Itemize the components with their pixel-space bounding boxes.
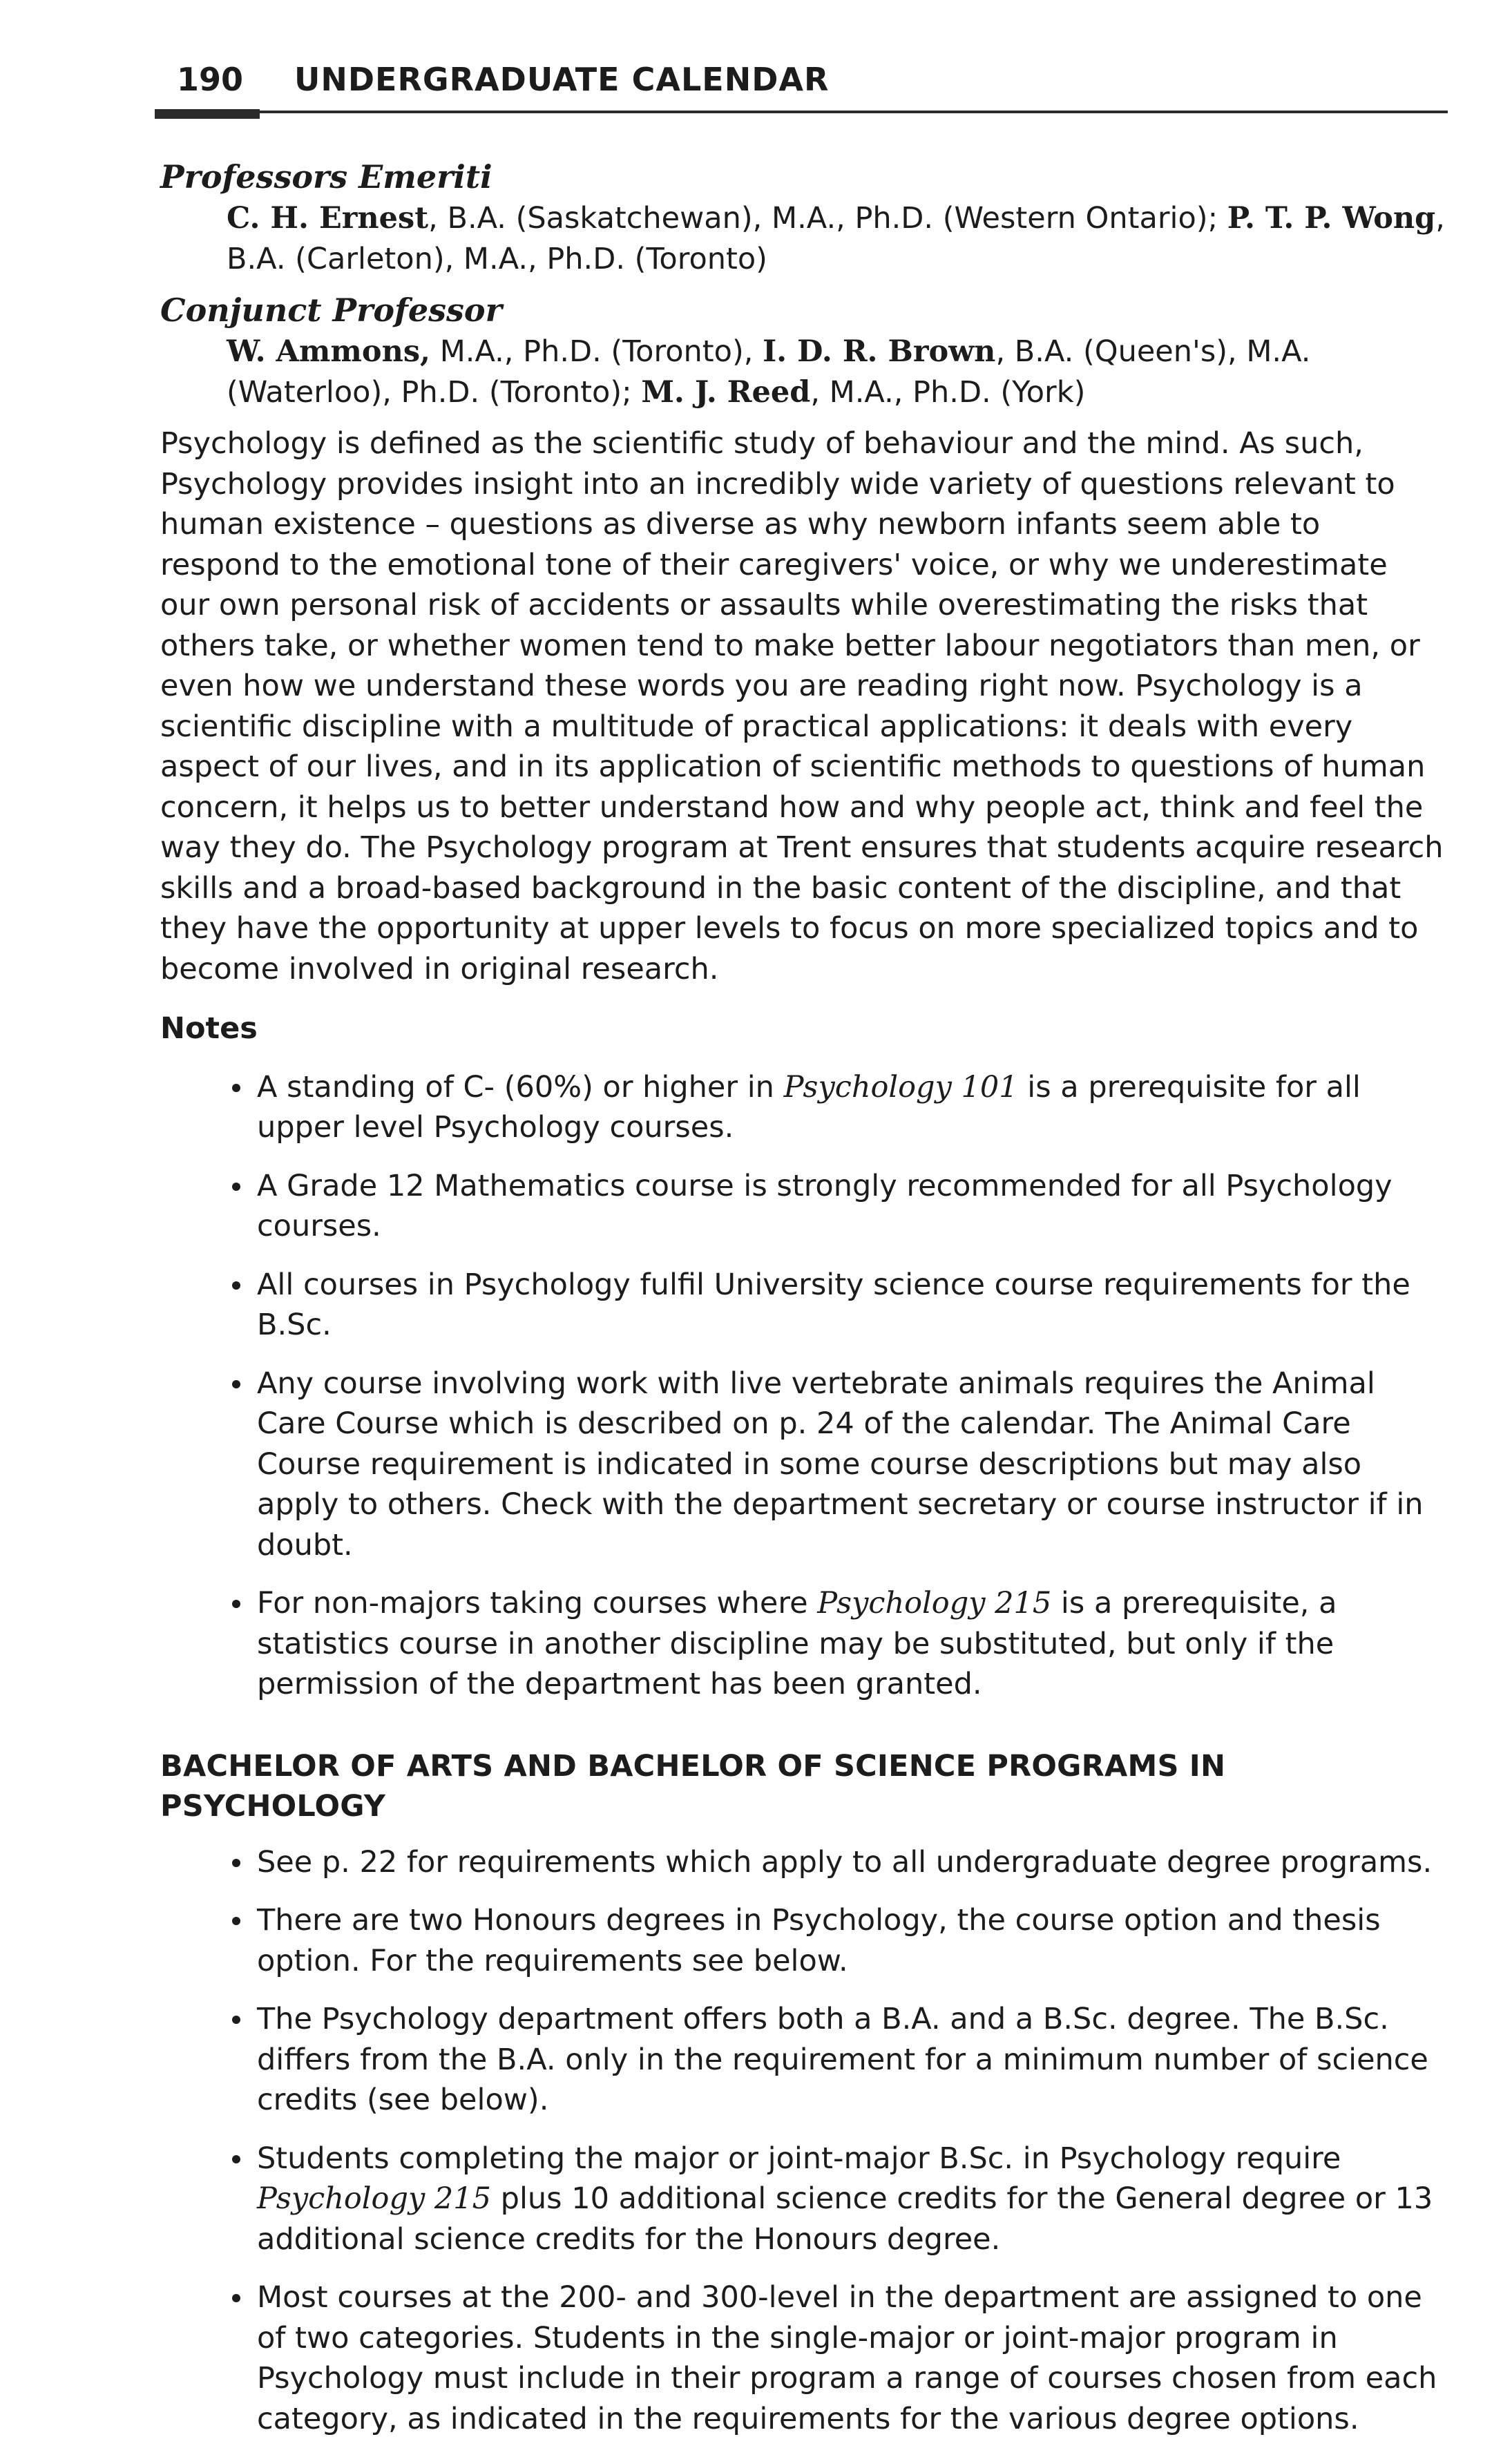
bullet-icon — [232, 1084, 240, 1092]
list-item: There are two Honours degrees in Psychology, the course option and thesis option. For the requirements see below. — [160, 1900, 1445, 1981]
emeriti-list — [227, 198, 1445, 279]
intro-paragraph: Psychology is defined as the scientific study of behaviour and the mind. As such, Psychology provides insight into an incredibly wide variety of questions relevant to human existence – questions as diverse as why newborn infants seem able to respond to the emotional tone of their caregivers' voice, or why we underestimate our own personal risk of accidents or assaults while overestimating the risks that others take, or whether women tend to make better labour negotiators than men, or even how we understand these words you are reading right now. Psychology is a scientific discipline with a multitude of practical applications: it deals with every aspect of our lives, and in its application of scientific methods to questions of human concern, it helps us to better understand how and why people act, think and feel the way they do. The Psychology program at Trent ensures that students acquire research skills and a broad-based background in the basic content of the discipline, and that they have the opportunity at upper levels to focus on more specialized topics and to become involved in original research. — [160, 426, 1444, 986]
conjunct-label: Conjunct Professor — [160, 291, 502, 329]
faculty-name: C. H. Ernest — [227, 201, 429, 236]
notes-list — [160, 1067, 1445, 1705]
faculty-degrees: M.A., Ph.D. (Toronto), — [430, 334, 763, 369]
running-header — [177, 61, 1448, 124]
bullet-icon — [232, 2155, 240, 2163]
bullet-icon — [232, 1281, 240, 1290]
list-item: For non-majors taking courses where Psychology 215 is a prerequisite, a statistics course in another discipline may be substituted, but only if the permission of the department has been granted. — [160, 1583, 1445, 1705]
bullet-icon — [232, 1917, 240, 1925]
list-item: All courses in Psychology fulfil University science course requirements for the B.Sc. — [160, 1265, 1445, 1346]
faculty-degrees: , M.A., Ph.D. (York) — [810, 374, 1086, 410]
course-name: Psychology 215 — [257, 2181, 492, 2216]
notes-heading: Notes — [160, 1011, 258, 1046]
faculty-name: M. J. Reed — [641, 374, 811, 410]
list-item: A standing of C- (60%) or higher in Psychology 101 is a prerequisite for all upper level Psychology courses. — [160, 1067, 1445, 1148]
conjunct-list — [227, 332, 1445, 412]
bullet-icon — [232, 1600, 240, 1608]
list-item: Any course involving work with live vertebrate animals requires the Animal Care Course which is described on p. 24 of the calendar. The Animal Care Course requirement is indicated in some course descriptions but may also apply to others. Check with the department secretary or course instructor if in doubt. — [160, 1364, 1445, 1566]
bullet-icon — [232, 1859, 240, 1867]
bullet-icon — [232, 1380, 240, 1388]
faculty-name: I. D. R. Brown — [763, 334, 996, 369]
faculty-degrees: , B.A. (Carleton), M.A., Ph.D. (Toronto) — [227, 201, 1445, 276]
emeriti-label: Professors Emeriti — [160, 158, 492, 195]
list-item: Most courses at the 200- and 300-level in the department are assigned to one of two categories. Students in the single-major or joint-major program in Psychology must include in their program a range of courses chosen from each category, as indicated in the requirements for the various degree options. — [160, 2277, 1445, 2439]
faculty-degrees: , B.A. (Saskatchewan), M.A., Ph.D. (Western Ontario); — [428, 201, 1227, 236]
programs-heading: BACHELOR OF ARTS AND BACHELOR OF SCIENCE PROGRAMS IN PSYCHOLOGY — [160, 1748, 1226, 1824]
list-item: A Grade 12 Mathematics course is strongly recommended for all Psychology courses. — [160, 1166, 1445, 1247]
faculty-name: P. T. P. Wong — [1227, 201, 1436, 236]
page-content — [160, 155, 1445, 2457]
course-name: Psychology 101 — [783, 1069, 1018, 1105]
list-item: See p. 22 for requirements which apply to all undergraduate degree programs. — [160, 1842, 1445, 1883]
faculty-degrees: , B.A. (Queen's), M.A. (Waterloo), Ph.D. (Toronto); — [227, 334, 1311, 410]
conjunct-section — [160, 289, 1445, 412]
emeriti-section — [160, 155, 1445, 279]
running-title: UNDERGRADUATE CALENDAR — [294, 61, 830, 98]
bullet-icon — [232, 1183, 240, 1191]
list-item: Students completing the major or joint-major B.Sc. in Psychology require Psychology 215 plus 10 additional science credits for the General degree or 13 additional science credits for the Honours degree. — [160, 2139, 1445, 2260]
page-number: 190 — [177, 61, 244, 98]
list-item: The Psychology department offers both a B.A. and a B.Sc. degree. The B.Sc. differs from the B.A. only in the requirement for a minimum number of science credits (see below). — [160, 1999, 1445, 2121]
faculty-name: W. Ammons, — [227, 334, 431, 369]
header-rule — [155, 111, 1448, 113]
programs-list — [160, 1842, 1445, 2440]
course-name: Psychology 215 — [817, 1586, 1052, 1621]
bullet-icon — [232, 2016, 240, 2024]
bullet-icon — [232, 2294, 240, 2302]
